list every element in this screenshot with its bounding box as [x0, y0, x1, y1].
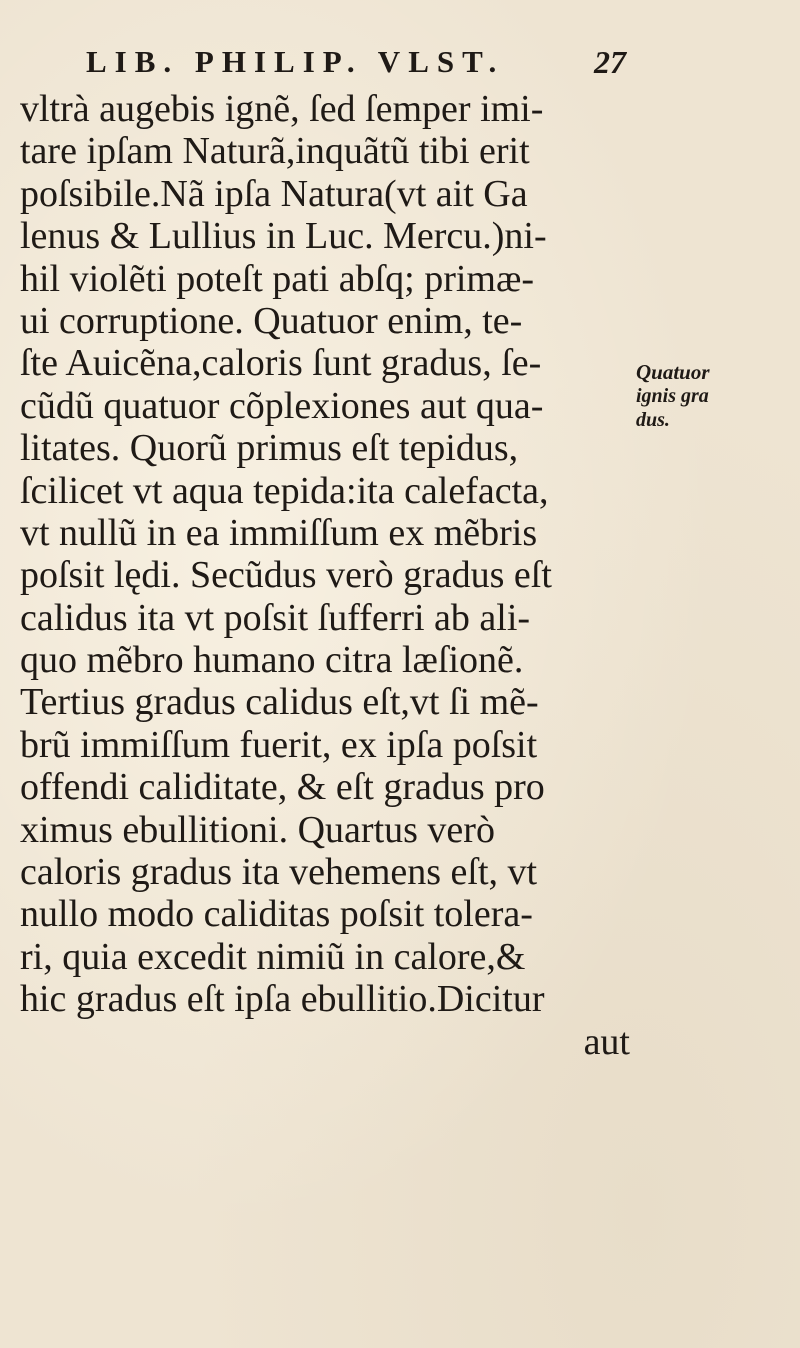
text-line: cũdũ quatuor cõplexiones aut qua- [20, 384, 544, 427]
text-line: lenus & Lullius in Luc. Mercu.)ni- [20, 215, 547, 258]
marginal-note-line: Quatuor [636, 360, 710, 384]
text-line: poſsibile.Nã ipſa Natura(vt ait Ga [20, 172, 528, 215]
body-text [20, 88, 630, 1063]
text-line: vt nullũ in ea immiſſum ex mẽbris [20, 511, 538, 554]
marginal-note [636, 360, 796, 432]
text-line: litates. Quorũ primus eſt tepidus, [20, 427, 519, 470]
text-line: ri, quia excedit nimiũ in calore,& [20, 935, 526, 978]
text-line: ui corruptione. Quatuor enim, te- [20, 299, 523, 342]
text-line: caloris gradus ita vehemens eſt, vt [20, 851, 538, 894]
page-number: 27 [594, 44, 626, 80]
running-head [86, 44, 626, 84]
text-line: Tertius gradus calidus eſt,vt ſi mẽ- [20, 681, 539, 724]
marginal-note-line: dus. [636, 409, 670, 431]
text-line: quo mẽbro humano citra læſionẽ. [20, 639, 524, 682]
text-line: calidus ita vt poſsit ſufferri ab ali- [20, 596, 531, 639]
text-line: brũ immiſſum fuerit, ex ipſa poſsit [20, 723, 538, 766]
text-line: hil violẽti poteſt pati abſq; primæ- [20, 257, 534, 300]
running-title: LIB. PHILIP. VLST. [86, 44, 505, 79]
text-line: ximus ebullitioni. Quartus verò [20, 808, 495, 851]
text-line: ſcilicet vt aqua tepida:ita calefacta, [20, 469, 549, 512]
text-line: tare ipſam Naturã,inquãtũ tibi erit [20, 130, 530, 173]
marginal-note-line: ignis gra [636, 385, 709, 407]
text-line: poſsit lędi. Secũdus verò gradus eſt [20, 554, 552, 597]
catchword: aut [583, 1020, 630, 1063]
text-line: offendi caliditate, & eſt gradus pro [20, 766, 545, 809]
text-line: ſte Auicẽna,caloris ſunt gradus, ſe- [20, 342, 542, 385]
text-line: vltrà augebis ignẽ, ſed ſemper imi- [20, 88, 544, 130]
text-line: hic gradus eſt ipſa ebullitio.Dicitur [20, 978, 545, 1021]
text-line: nullo modo caliditas poſsit tolera- [20, 893, 533, 936]
